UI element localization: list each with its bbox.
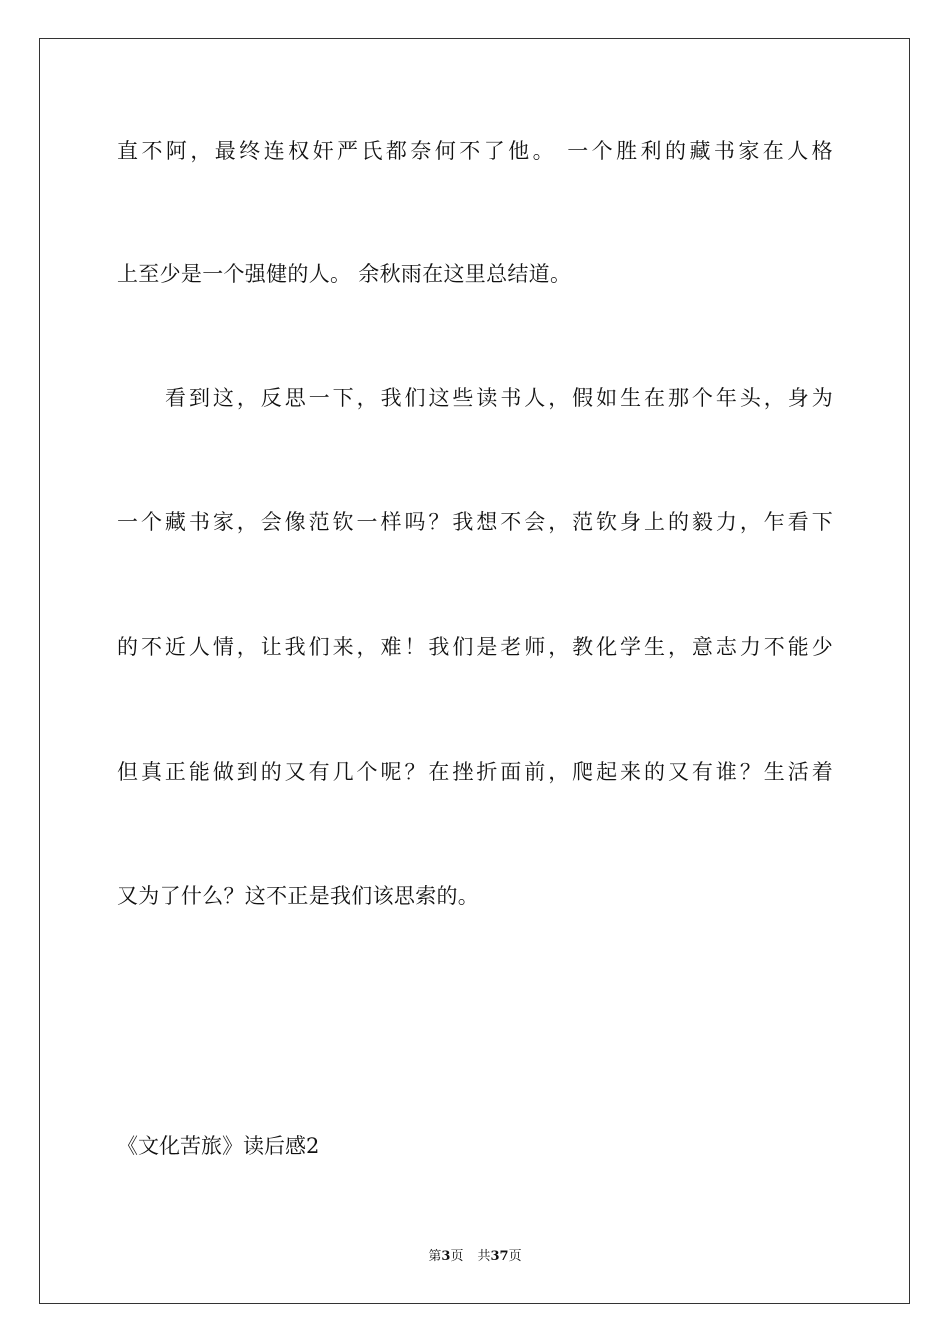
paragraph-line: 上至少是一个强健的人。 余秋雨在这里总结道。 [117,262,572,286]
page-number: 3 [441,1249,451,1264]
paragraph-line: 直不阿，最终连权奸严氏都奈何不了他。 一个胜利的藏书家在人格 [117,139,833,163]
total-prefix: 共 [477,1249,491,1264]
page-prefix: 第 [428,1249,442,1264]
page-suffix: 页 [450,1249,464,1264]
paragraph-line: 又为了什么？这不正是我们该思索的。 [117,884,480,908]
total-suffix: 页 [508,1249,522,1264]
paragraph-line: 看到这，反思一下，我们这些读书人，假如生在那个年头，身为 [165,386,833,410]
paragraph-line: 一个藏书家，会像范钦一样吗？我想不会，范钦身上的毅力，乍看下 [117,510,833,534]
paragraph-line: 但真正能做到的又有几个呢？在挫折面前，爬起来的又有谁？生活着 [117,760,833,784]
page-border [39,38,910,1304]
page-footer [0,1248,950,1266]
total-pages: 37 [490,1249,509,1264]
paragraph-line: 的不近人情，让我们来，难！我们是老师，教化学生，意志力不能少 [117,635,833,659]
section-heading: 《文化苦旅》读后感2 [117,1134,320,1158]
